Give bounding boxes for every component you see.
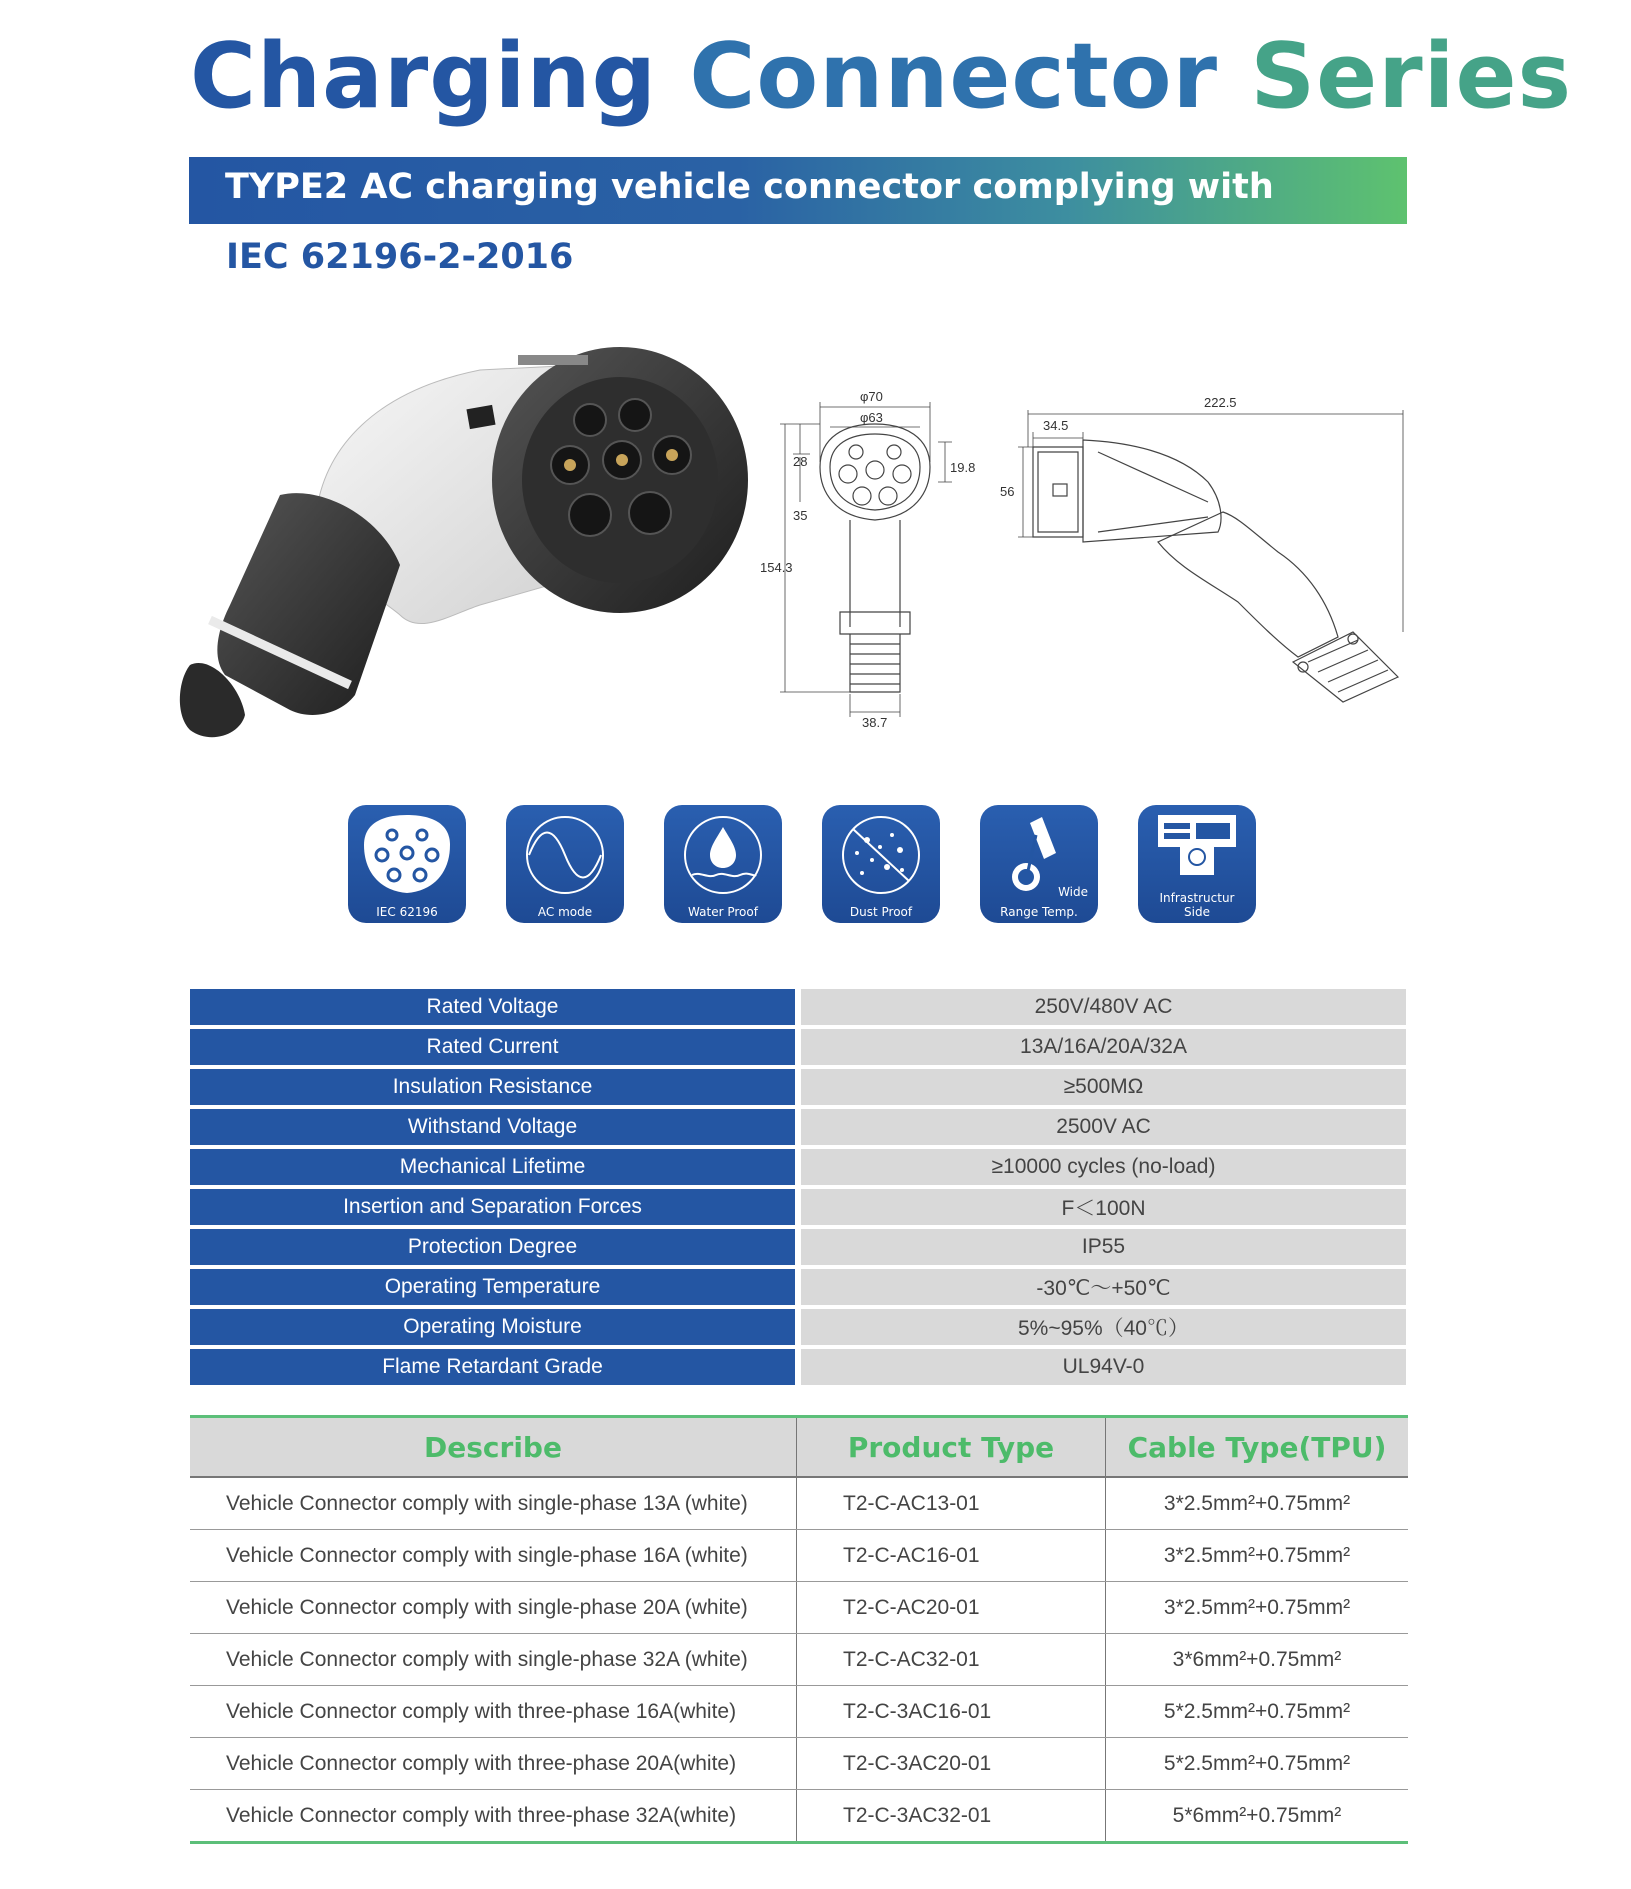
cell-type: T2-C-AC13-01 xyxy=(797,1477,1106,1530)
spec-value: -30℃～+50℃ xyxy=(801,1269,1406,1305)
cell-type: T2-C-3AC16-01 xyxy=(797,1686,1106,1738)
feature-label: IEC 62196 xyxy=(376,905,438,919)
feature-water-proof xyxy=(664,805,782,923)
cell-describe: Vehicle Connector comply with single-phase 13A (white) xyxy=(190,1477,797,1530)
spec-value: UL94V-0 xyxy=(801,1349,1406,1385)
spec-row xyxy=(190,1349,1406,1385)
dim-outer-diameter: φ70 xyxy=(860,389,883,404)
cell-describe: Vehicle Connector comply with single-phase 32A (white) xyxy=(190,1634,797,1686)
cell-type: T2-C-AC20-01 xyxy=(797,1582,1106,1634)
feature-infrastructure-side xyxy=(1138,805,1256,923)
banner-text: TYPE2 AC charging vehicle connector complying with xyxy=(225,167,1274,207)
dim-total-height: 154.3 xyxy=(760,560,793,575)
spec-key: Operating Temperature xyxy=(190,1269,801,1305)
spec-value: ≥10000 cycles (no-load) xyxy=(801,1149,1406,1185)
cell-cable: 3*2.5mm²+0.75mm² xyxy=(1106,1530,1409,1582)
table-row xyxy=(190,1686,1408,1738)
feature-label: Range Temp. xyxy=(1000,905,1078,919)
dim-head: 34.5 xyxy=(1043,418,1069,433)
side-dimension-drawing xyxy=(1000,392,1418,712)
dim-left-upper: 28 xyxy=(793,454,808,469)
header-product-type: Product Type xyxy=(797,1417,1106,1478)
feature-label: AC mode xyxy=(537,905,593,919)
spec-key: Operating Moisture xyxy=(190,1309,801,1345)
table-row xyxy=(190,1582,1408,1634)
cell-cable: 5*6mm²+0.75mm² xyxy=(1106,1790,1409,1843)
cell-cable: 3*2.5mm²+0.75mm² xyxy=(1106,1582,1409,1634)
front-dimension-drawing xyxy=(760,382,990,732)
cell-type: T2-C-3AC20-01 xyxy=(797,1738,1106,1790)
dim-height: 56 xyxy=(1000,484,1015,499)
page-title xyxy=(190,22,1572,132)
cell-describe: Vehicle Connector comply with single-phase 20A (white) xyxy=(190,1582,797,1634)
feature-label xyxy=(1138,891,1256,919)
connector-photo xyxy=(150,335,740,745)
feature-label: Dust Proof xyxy=(849,905,913,919)
spec-key: Rated Current xyxy=(190,1029,801,1065)
standard-subtitle: IEC 62196-2-2016 xyxy=(226,237,574,277)
feature-dust-proof xyxy=(822,805,940,923)
cell-describe: Vehicle Connector comply with single-phase 16A (white) xyxy=(190,1530,797,1582)
feature-label-line2: Side xyxy=(1184,905,1210,919)
cell-describe: Vehicle Connector comply with three-phase 32A(white) xyxy=(190,1790,797,1843)
dim-right: 19.8 xyxy=(950,460,976,475)
product-table xyxy=(190,1415,1408,1844)
spec-key: Protection Degree xyxy=(190,1229,801,1265)
feature-icons xyxy=(348,805,1248,925)
spec-row xyxy=(190,1029,1406,1065)
spec-value: 250V/480V AC xyxy=(801,989,1406,1025)
cell-cable: 5*2.5mm²+0.75mm² xyxy=(1106,1686,1409,1738)
spec-value: 13A/16A/20A/32A xyxy=(801,1029,1406,1065)
product-header-row xyxy=(190,1417,1408,1478)
spec-key: Flame Retardant Grade xyxy=(190,1349,801,1385)
spec-row xyxy=(190,1109,1406,1145)
title-word-charging: Charging xyxy=(190,24,658,129)
spec-key: Insertion and Separation Forces xyxy=(190,1189,801,1225)
spec-key: Insulation Resistance xyxy=(190,1069,801,1105)
cell-cable: 5*2.5mm²+0.75mm² xyxy=(1106,1738,1409,1790)
dim-bottom-width: 38.7 xyxy=(862,715,888,730)
spec-row xyxy=(190,989,1406,1025)
cell-type: T2-C-AC32-01 xyxy=(797,1634,1106,1686)
table-row xyxy=(190,1790,1408,1843)
spec-value: ≥500MΩ xyxy=(801,1069,1406,1105)
spec-row xyxy=(190,1149,1406,1185)
cell-describe: Vehicle Connector comply with three-phase 20A(white) xyxy=(190,1738,797,1790)
table-row xyxy=(190,1477,1408,1530)
spec-row xyxy=(190,1309,1406,1345)
cell-describe: Vehicle Connector comply with three-phase 16A(white) xyxy=(190,1686,797,1738)
spec-row xyxy=(190,1229,1406,1265)
feature-label: Water Proof xyxy=(688,905,758,919)
table-row xyxy=(190,1738,1408,1790)
spec-key: Mechanical Lifetime xyxy=(190,1149,801,1185)
header-describe: Describe xyxy=(190,1417,797,1478)
feature-ac-mode xyxy=(506,805,624,923)
spec-value: 5%~95%（40℃） xyxy=(801,1309,1406,1345)
dim-length: 222.5 xyxy=(1204,395,1237,410)
spec-key: Withstand Voltage xyxy=(190,1109,801,1145)
header-cable-type: Cable Type(TPU) xyxy=(1106,1417,1409,1478)
cell-type: T2-C-3AC32-01 xyxy=(797,1790,1106,1843)
feature-label-wide: Wide xyxy=(1058,885,1088,899)
spec-value: 2500V AC xyxy=(801,1109,1406,1145)
spec-value: IP55 xyxy=(801,1229,1406,1265)
title-word-connector: Connector xyxy=(689,24,1219,129)
spec-table xyxy=(190,985,1406,1389)
spec-row xyxy=(190,1269,1406,1305)
cell-cable: 3*6mm²+0.75mm² xyxy=(1106,1634,1409,1686)
spec-value: F＜100N xyxy=(801,1189,1406,1225)
feature-wide-temp xyxy=(980,805,1098,923)
table-row xyxy=(190,1634,1408,1686)
dim-inner-diameter: φ63 xyxy=(860,410,883,425)
spec-row xyxy=(190,1189,1406,1225)
dim-left-mid: 35 xyxy=(793,508,808,523)
spec-row xyxy=(190,1069,1406,1105)
section-banner xyxy=(189,157,1407,224)
spec-key: Rated Voltage xyxy=(190,989,801,1025)
feature-label-line1: Infrastructur xyxy=(1159,891,1235,905)
feature-iec62196 xyxy=(348,805,466,923)
title-word-series: Series xyxy=(1250,24,1573,129)
cell-type: T2-C-AC16-01 xyxy=(797,1530,1106,1582)
cell-cable: 3*2.5mm²+0.75mm² xyxy=(1106,1477,1409,1530)
table-row xyxy=(190,1530,1408,1582)
